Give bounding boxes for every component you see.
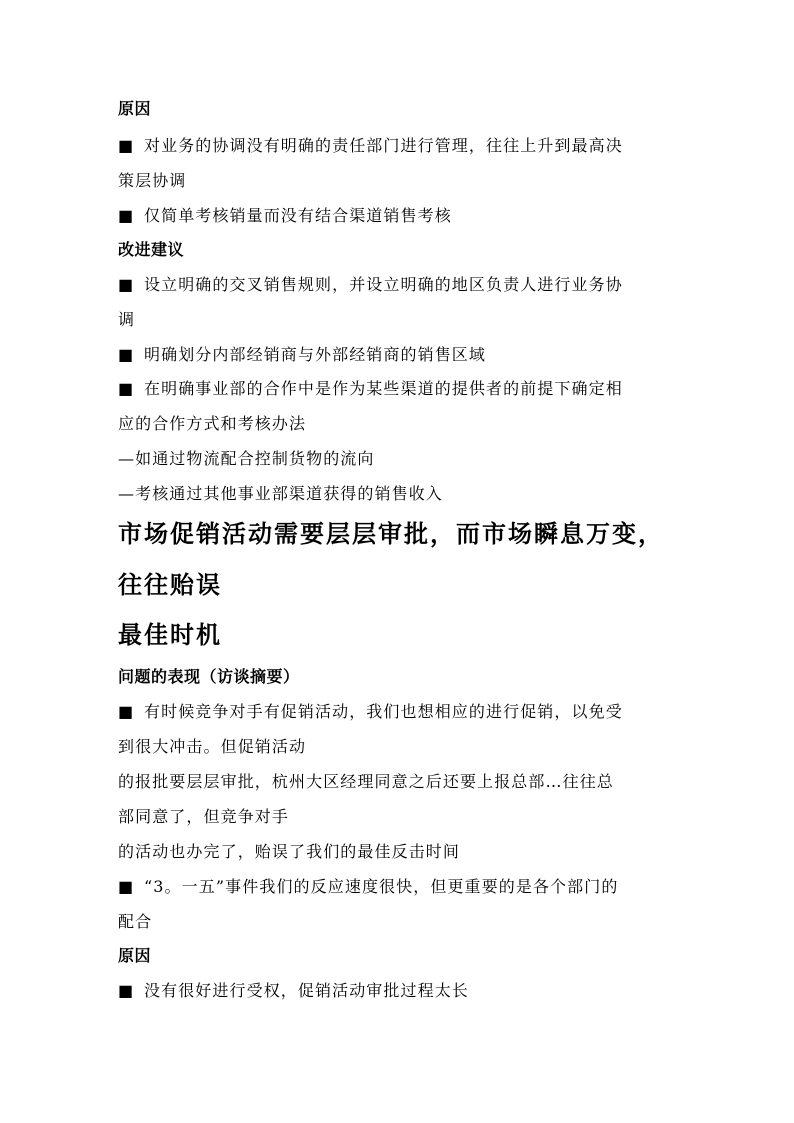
bullet-square-icon: ■ [118,981,135,1000]
section-label: 原因 [118,99,152,118]
continuation-line: 的报批要层层审批，杭州大区经理同意之后还要上报总部…往往总 [118,772,614,791]
bullet-square-icon: ■ [118,275,135,294]
bullet-item: ■ “3。一五”事件我们的反应速度很快，但更重要的是各个部门的 [118,877,619,896]
big-heading: 最佳时机 [118,620,222,649]
bullet-item: ■ 有时候竞争对手有促销活动，我们也想相应的进行促销，以免受 [118,702,623,721]
dash-line: —考核通过其他事业部渠道获得的销售收入 [118,484,443,503]
bullet-item: ■ 设立明确的交叉销售规则，并设立明确的地区负责人进行业务协 [118,275,623,294]
bullet-item: ■ 仅简单考核销量而没有结合渠道销售考核 [118,206,452,225]
bullet-square-icon: ■ [118,379,135,398]
continuation-line: 配合 [118,912,153,931]
big-heading: 市场促销活动需要层层审批，而市场瞬息万变， [118,519,664,548]
bullet-item: ■ 没有很好进行受权，促销活动审批过程太长 [118,981,469,1000]
bullet-square-icon: ■ [118,877,135,896]
section-label: 原因 [118,946,152,965]
continuation-line: 应的合作方式和考核办法 [118,414,307,433]
continuation-line: 的活动也办完了，贻误了我们的最佳反击时间 [118,842,461,861]
section-label: 问题的表现（访谈摘要） [118,667,300,686]
continuation-line: 部同意了，但竞争对手 [118,807,290,826]
continuation-line: 到很大冲击。但促销活动 [118,737,307,756]
continuation-line: 调 [118,310,136,329]
section-label: 改进建议 [118,240,185,259]
bullet-item: ■ 对业务的协调没有明确的责任部门进行管理，往往上升到最高决 [118,136,623,155]
bullet-item: ■ 明确划分内部经销商与外部经销商的销售区域 [118,345,487,364]
bullet-item: ■ 在明确事业部的合作中是作为某些渠道的提供者的前提下确定相 [118,379,623,398]
bullet-square-icon: ■ [118,702,135,721]
continuation-line: 策层协调 [118,171,187,190]
dash-line: —如通过物流配合控制货物的流向 [118,449,375,468]
bullet-square-icon: ■ [118,345,135,364]
big-heading: 往往贻误 [118,570,222,599]
bullet-square-icon: ■ [118,206,135,225]
bullet-square-icon: ■ [118,136,135,155]
